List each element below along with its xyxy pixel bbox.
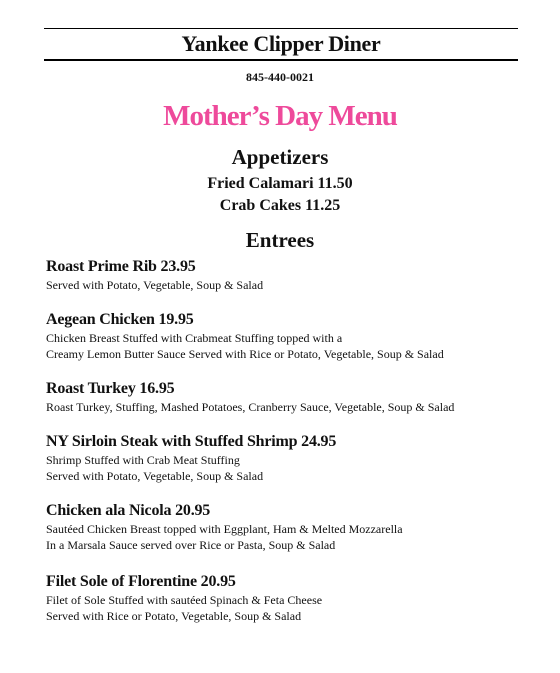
entree-description-line: Filet of Sole Stuffed with sautéed Spinach & Feta Cheese	[46, 593, 323, 607]
entree-title: Aegean Chicken 19.95	[46, 311, 194, 328]
entree-title: NY Sirloin Steak with Stuffed Shrimp 24.95	[46, 433, 337, 450]
entree-description-line: Roast Turkey, Stuffing, Mashed Potatoes, Cranberry Sauce, Vegetable, Soup & Salad	[46, 400, 455, 414]
entree-item	[46, 310, 546, 362]
entree-title: Roast Turkey 16.95	[46, 380, 175, 397]
entree-item	[46, 572, 546, 624]
entree-title: Roast Prime Rib 23.95	[46, 258, 196, 275]
entree-description-line: Chicken Breast Stuffed with Crabmeat Stuffing topped with a	[46, 331, 343, 345]
appetizer-item: Crab Cakes 11.25	[219, 197, 341, 214]
entree-description-line: Creamy Lemon Butter Sauce Served with Rice or Potato, Vegetable, Soup & Salad	[46, 347, 444, 361]
appetizer-item: Fried Calamari 11.50	[207, 175, 353, 192]
header-top-rule	[44, 28, 518, 29]
phone-number: 845-440-0021	[246, 70, 314, 84]
entree-item	[46, 501, 546, 553]
entree-title: Chicken ala Nicola 20.95	[46, 502, 211, 519]
entree-item	[46, 379, 546, 415]
menu-title: Mother’s Day Menu	[163, 100, 397, 132]
appetizers-heading: Appetizers	[231, 145, 329, 169]
entree-description-line: Served with Potato, Vegetable, Soup & Salad	[46, 469, 264, 483]
entree-description-line: Served with Rice or Potato, Vegetable, Soup & Salad	[46, 609, 302, 623]
entree-description-line: In a Marsala Sauce served over Rice or Pasta, Soup & Salad	[46, 538, 336, 552]
entree-description-line: Served with Potato, Vegetable, Soup & Salad	[46, 278, 264, 292]
entree-item	[46, 432, 546, 484]
entree-description-line: Sautéed Chicken Breast topped with Eggplant, Ham & Melted Mozzarella	[46, 522, 403, 536]
header-bottom-rule	[44, 59, 518, 61]
entrees-heading: Entrees	[245, 228, 315, 252]
diner-name: Yankee Clipper Diner	[181, 31, 381, 56]
entree-description-line: Shrimp Stuffed with Crab Meat Stuffing	[46, 453, 240, 467]
entree-title: Filet Sole of Florentine 20.95	[46, 573, 236, 590]
entree-item	[46, 257, 546, 293]
